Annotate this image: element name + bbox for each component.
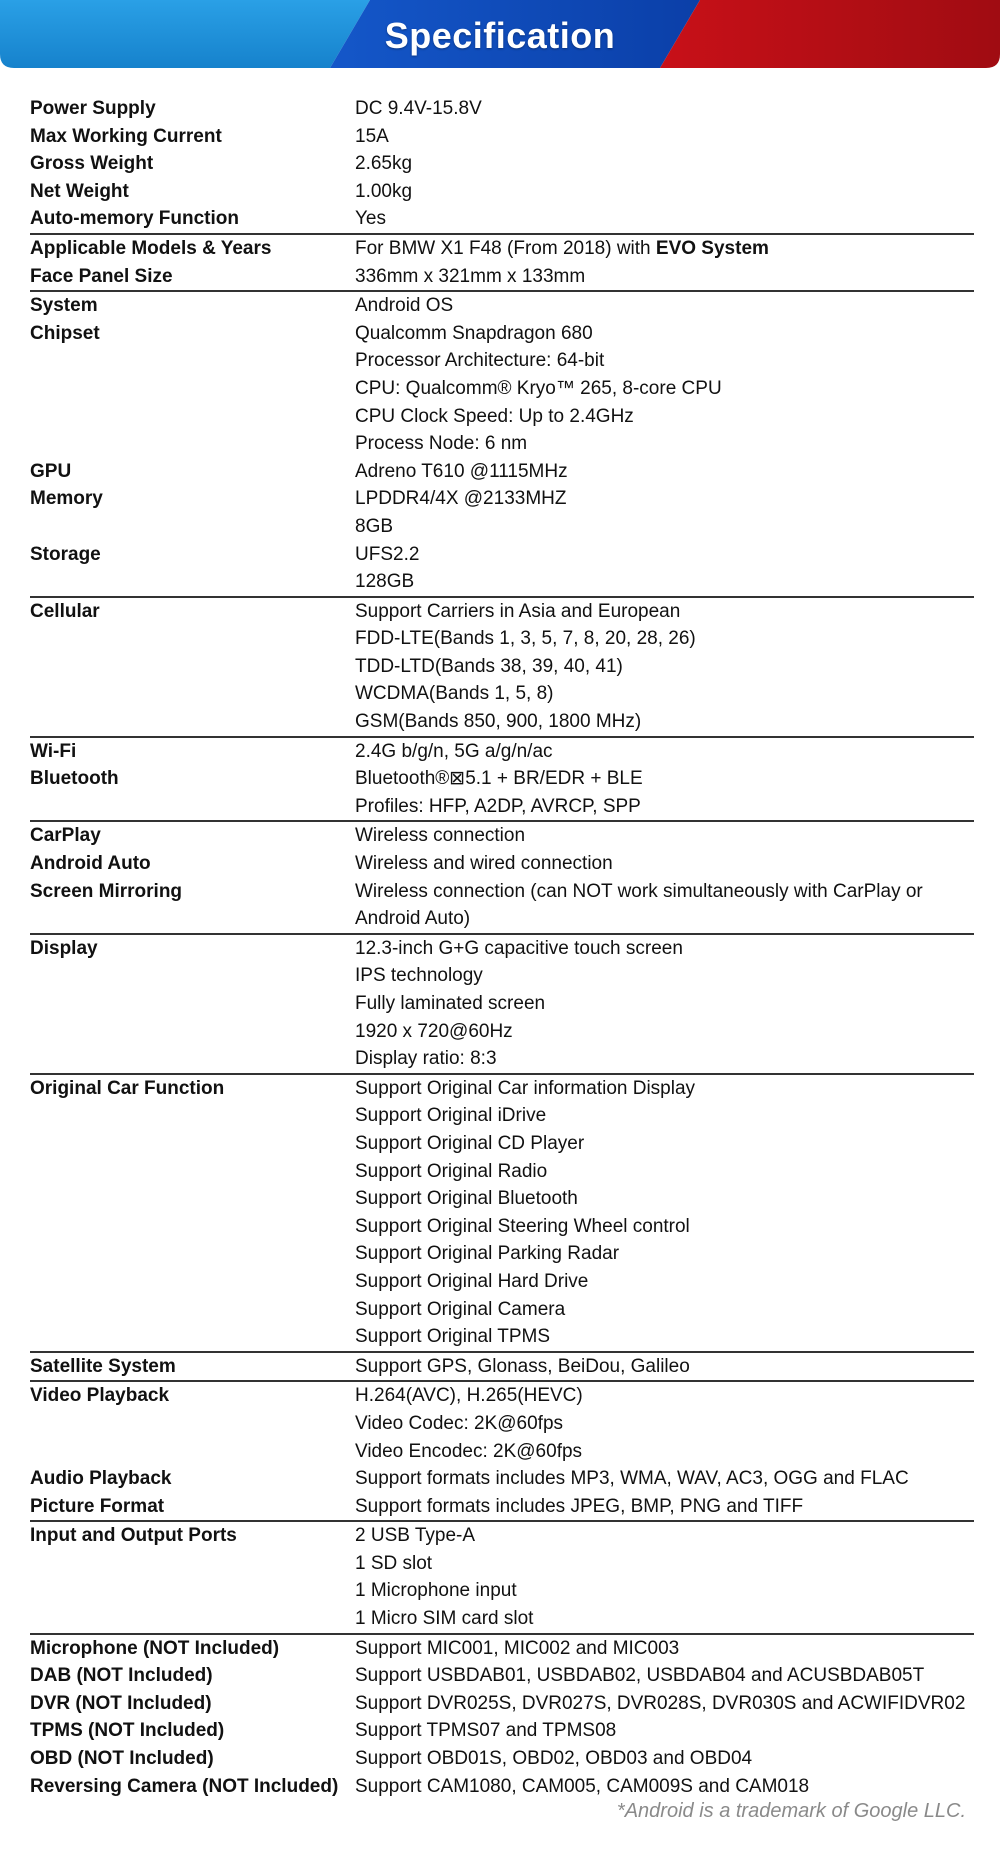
spec-value: 1920 x 720@60Hz [355,1020,513,1042]
spec-value: Support Original Parking Radar [355,1243,620,1265]
spec-label: System [30,295,98,317]
trademark-note: *Android is a trademark of Google LLC. [616,1800,966,1822]
spec-group [30,822,974,934]
spec-row [30,292,974,320]
spec-value: Support TPMS07 and TPMS08 [355,1720,617,1742]
spec-label: Face Panel Size [30,265,173,287]
spec-label: Microphone (NOT Included) [30,1637,280,1659]
spec-values [355,598,974,736]
spec-value: 1.00kg [355,180,413,202]
spec-values [355,822,974,850]
spec-values [355,1465,974,1493]
spec-row [30,878,974,933]
spec-values [355,1353,974,1381]
spec-label: Screen Mirroring [30,880,183,902]
spec-value: Adreno T610 @1115MHz [355,460,568,482]
page-title: Specification [384,15,616,56]
spec-row [30,1075,974,1351]
spec-value: Android Auto) [355,908,471,930]
spec-label: Android Auto [30,853,151,875]
spec-value: Support Original Car information Display [355,1077,696,1099]
spec-value: 12.3-inch G+G capacitive touch screen [355,937,683,959]
spec-values [355,738,974,766]
spec-group [30,1635,974,1801]
spec-value: Qualcomm Snapdragon 680 [355,322,593,344]
spec-value: 8GB [355,515,394,537]
spec-label: Applicable Models & Years [30,237,272,259]
spec-value: H.264(AVC), H.265(HEVC) [355,1385,583,1407]
spec-row [30,1493,974,1521]
spec-value: 1 Micro SIM card slot [355,1608,534,1630]
spec-values [355,150,974,178]
spec-values [355,1745,974,1773]
spec-value: LPDDR4/4X @2133MHZ [355,488,567,510]
spec-row [30,1690,974,1718]
spec-value [355,235,974,263]
spec-value-text: For BMW X1 F48 (From 2018) with [355,237,656,259]
spec-values [355,878,974,933]
spec-label: Power Supply [30,98,156,119]
spec-values [355,123,974,151]
spec-value: Support USBDAB01, USBDAB02, USBDAB04 and ACUSBDAB05T [355,1665,925,1687]
spec-row [30,263,974,291]
spec-row [30,235,974,263]
spec-label: Picture Format [30,1495,165,1517]
spec-value: Support Original CD Player [355,1132,585,1154]
spec-values [355,1662,974,1690]
spec-value: 1 SD slot [355,1552,433,1574]
spec-label: Storage [30,543,101,565]
spec-group [30,1382,974,1522]
spec-value: Video Codec: 2K@60fps [355,1412,564,1434]
spec-value: Support Original iDrive [355,1105,547,1127]
spec-row [30,205,974,233]
spec-value: Support MIC001, MIC002 and MIC003 [355,1637,680,1659]
spec-group [30,1522,974,1634]
spec-label: Video Playback [30,1385,170,1407]
spec-label: DVR (NOT Included) [30,1692,212,1714]
spec-values [355,95,974,123]
spec-value: 15A [355,125,389,147]
spec-label: TPMS (NOT Included) [30,1720,225,1742]
spec-value: TDD-LTD(Bands 38, 39, 40, 41) [355,655,623,677]
spec-row [30,1662,974,1690]
spec-label: Auto-memory Function [30,208,239,230]
spec-value: CPU Clock Speed: Up to 2.4GHz [355,405,634,427]
spec-label: Reversing Camera (NOT Included) [30,1775,339,1797]
spec-label: Memory [30,488,103,510]
spec-value: Display ratio: 8:3 [355,1048,497,1070]
spec-value-emphasis: EVO System [655,237,769,259]
spec-value: Support formats includes MP3, WMA, WAV, AC3, OGG and FLAC [355,1468,909,1490]
spec-row [30,1382,974,1465]
spec-label: Chipset [30,322,100,344]
spec-value: 336mm x 321mm x 133mm [355,265,586,287]
spec-row [30,738,974,766]
spec-row [30,1522,974,1632]
spec-row [30,598,974,736]
spec-label: Original Car Function [30,1077,225,1099]
spec-values [355,1493,974,1521]
spec-value: Support CAM1080, CAM005, CAM009S and CAM018 [355,1775,810,1797]
spec-value: Support Original Radio [355,1160,548,1182]
spec-row [30,320,974,458]
spec-values [355,1522,974,1632]
spec-label: Net Weight [30,180,129,202]
spec-label: Input and Output Ports [30,1525,237,1547]
spec-banner [0,0,1000,68]
spec-group [30,1075,974,1353]
spec-row [30,1773,974,1801]
spec-row [30,1635,974,1663]
spec-table [30,95,974,1800]
spec-value: Wireless connection (can NOT work simultaneously with CarPlay or [355,880,923,902]
spec-row [30,178,974,206]
spec-value: Profiles: HFP, A2DP, AVRCP, SPP [355,795,641,817]
spec-group [30,598,974,738]
spec-label: Satellite System [30,1355,176,1377]
spec-value: 2.65kg [355,153,413,175]
spec-values [355,1635,974,1663]
spec-values [355,1075,974,1351]
spec-row [30,935,974,1073]
spec-value: Support DVR025S, DVR027S, DVR028S, DVR030S and ACWIFIDVR02 [355,1692,966,1714]
spec-values [355,850,974,878]
spec-values [355,458,974,486]
spec-group [30,95,974,235]
spec-value: Process Node: 6 nm [355,433,528,455]
spec-values [355,765,974,820]
spec-value: GSM(Bands 850, 900, 1800 MHz) [355,711,642,733]
spec-values [355,235,974,263]
spec-value: Support OBD01S, OBD02, OBD03 and OBD04 [355,1748,753,1770]
spec-row [30,822,974,850]
spec-row [30,1353,974,1381]
spec-value: Support Original TPMS [355,1326,551,1348]
spec-values [355,292,974,320]
spec-values [355,541,974,596]
spec-value: IPS technology [355,965,483,987]
spec-value: 2.4G b/g/n, 5G a/g/n/ac [355,740,553,762]
spec-row [30,95,974,123]
spec-group [30,235,974,292]
spec-row [30,1745,974,1773]
spec-value: 2 USB Type-A [355,1525,476,1547]
spec-value: Yes [355,208,386,230]
spec-value: Fully laminated screen [355,993,546,1014]
spec-label: GPU [30,460,72,482]
spec-value: UFS2.2 [355,543,420,565]
spec-group [30,935,974,1075]
spec-value: Bluetooth®⊠5.1 + BR/EDR + BLE [355,768,643,790]
spec-row [30,485,974,540]
spec-row [30,1717,974,1745]
spec-value: Wireless and wired connection [355,853,613,875]
spec-values [355,320,974,458]
spec-value: Android OS [355,295,454,317]
spec-value: Video Encodec: 2K@60fps [355,1440,583,1462]
spec-value: Support Carriers in Asia and European [355,600,681,622]
spec-value: Support Original Camera [355,1298,566,1320]
spec-value: Support GPS, Glonass, BeiDou, Galileo [355,1355,690,1377]
spec-group [30,1353,974,1383]
spec-row [30,150,974,178]
spec-row [30,123,974,151]
spec-value: DC 9.4V-15.8V [355,98,482,119]
spec-values [355,1717,974,1745]
spec-values [355,1690,974,1718]
spec-label: Cellular [30,600,100,622]
spec-row [30,765,974,820]
spec-label: Max Working Current [30,125,222,147]
spec-label: CarPlay [30,825,101,847]
spec-row [30,458,974,486]
spec-value: WCDMA(Bands 1, 5, 8) [355,683,554,705]
spec-values [355,1382,974,1465]
spec-values [355,1773,974,1801]
spec-value: Support formats includes JPEG, BMP, PNG and TIFF [355,1495,804,1517]
spec-value: Support Original Hard Drive [355,1270,589,1292]
spec-row [30,850,974,878]
spec-value: Processor Architecture: 64-bit [355,350,605,372]
spec-group [30,292,974,598]
spec-values [355,205,974,233]
spec-label: Bluetooth [30,768,119,790]
spec-value: Wireless connection [355,825,526,847]
spec-label: Display [30,937,98,959]
spec-label: Wi-Fi [30,740,77,762]
spec-values [355,263,974,291]
spec-value: CPU: Qualcomm® Kryo™ 265, 8-core CPU [355,377,722,399]
spec-values [355,935,974,1073]
spec-value: Support Original Steering Wheel control [355,1215,690,1237]
spec-values [355,178,974,206]
spec-row [30,1465,974,1493]
spec-value: FDD-LTE(Bands 1, 3, 5, 7, 8, 20, 28, 26) [355,628,696,650]
spec-value: Support Original Bluetooth [355,1188,578,1210]
spec-label: Gross Weight [30,153,154,175]
spec-value: 128GB [355,571,415,593]
spec-group [30,738,974,823]
spec-label: OBD (NOT Included) [30,1748,214,1770]
spec-values [355,485,974,540]
spec-value: 1 Microphone input [355,1580,517,1602]
spec-label: DAB (NOT Included) [30,1665,213,1687]
spec-row [30,541,974,596]
spec-label: Audio Playback [30,1468,172,1490]
